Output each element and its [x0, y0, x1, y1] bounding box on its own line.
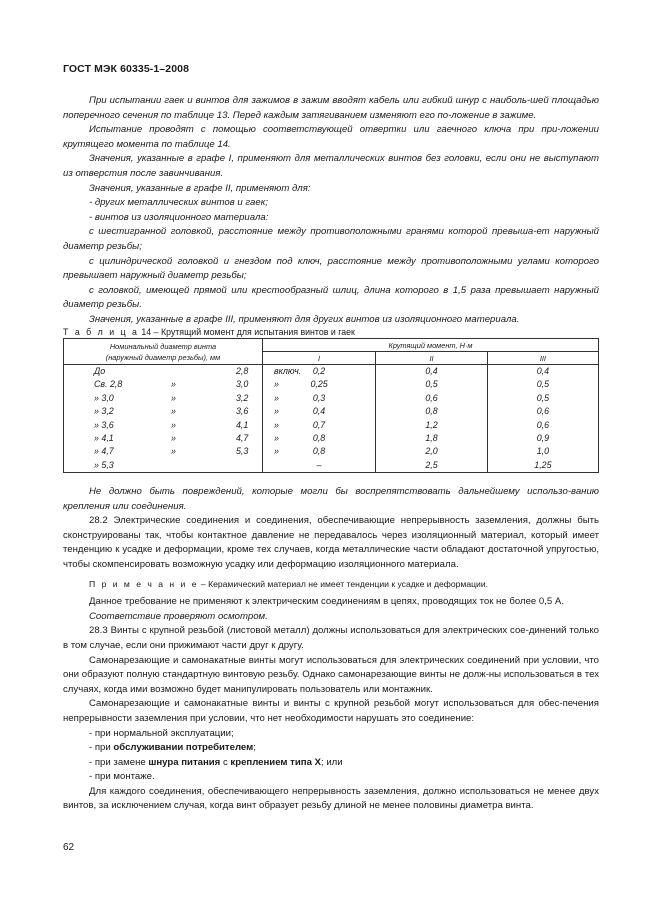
torque-value: 0,7 — [262, 419, 375, 432]
diameter-cell — [64, 459, 263, 473]
standard-header: ГОСТ МЭК 60335-1–2008 — [63, 63, 190, 75]
diameter-part: 2,8 — [236, 366, 249, 376]
list-text: с — [220, 756, 231, 768]
torque-value: 0,2 — [262, 365, 375, 379]
table-caption — [63, 327, 355, 337]
paragraph: Не должно быть повреждений, которые могли бы воспрепятствовать дальнейшему использо-ванию крепления или соединения. — [63, 486, 599, 512]
table-row — [64, 432, 599, 445]
diameter-part: » — [171, 406, 176, 417]
list-item: - винтов из изоляционного материала: — [89, 211, 269, 223]
diameter-part: » 3,0 — [94, 392, 114, 403]
table-row — [64, 459, 599, 473]
paragraph: с шестигранной головкой, расстояние между противоположными гранями которой превыша-ет наружный диаметр резьбы; — [63, 226, 599, 252]
note-label: П р и м е ч а н и е — [89, 578, 199, 589]
diameter-part: 3,0 — [236, 379, 249, 390]
diameter-part: » — [171, 419, 176, 430]
torque-value: 1,8 — [376, 432, 488, 445]
table-row — [64, 419, 599, 432]
paragraph: Значения, указанные в графе III, применяют для других винтов из изоляционного материала. — [89, 313, 520, 325]
header-torque: Крутящий момент, Н·м — [262, 339, 598, 352]
paragraph: Самонарезающие и самонакатные винты могут использоваться для электрических соединений при условии, что они образуют полную стандартную винтовую резьбу. Однако самонарезающие винты не долж-ны использоваться в тех случаях, когда ими возможно будет манипулировать пользователь или монтажник. — [63, 654, 599, 695]
torque-value: 0,5 — [487, 378, 598, 391]
table-row — [64, 445, 599, 458]
table-caption-prefix: Т а б л и ц а — [63, 327, 139, 337]
diameter-part: » — [171, 379, 176, 390]
diameter-part: » — [274, 392, 279, 403]
note — [63, 577, 599, 592]
paragraph: Самонарезающие и самонакатные винты и винты с крупной резьбой могут использоваться для обес-печения непрерывности заземления при условии, что нет необходимости нарушать это соединение: — [63, 698, 599, 724]
diameter-part: » — [171, 446, 176, 457]
diameter-part: » 3,2 — [94, 406, 114, 417]
diameter-part: Св. 2,8 — [94, 379, 123, 390]
torque-value: 1,0 — [487, 445, 598, 458]
diameter-part: » — [171, 392, 176, 403]
header-col-2: II — [376, 352, 488, 365]
torque-value: 0,9 — [487, 432, 598, 445]
torque-value: 1,2 — [376, 419, 488, 432]
diameter-part: » — [274, 433, 279, 444]
note-text: – Керамический материал не имеет тенденции к усадке и деформации. — [198, 578, 489, 589]
header-diameter-line1: Номинальный диаметр винта — [109, 341, 217, 351]
diameter-part: » 3,6 — [94, 419, 114, 430]
list-item — [63, 756, 599, 771]
paragraph: Испытание проводят с помощью соответствующей отвертки или гаечного ключа при при-ложении крутящего момента по таблице 14. — [63, 124, 599, 150]
header-col-3: III — [487, 352, 598, 365]
diameter-part: » 4,1 — [94, 433, 114, 444]
torque-value: 0,6 — [487, 405, 598, 418]
torque-value: 1,25 — [487, 459, 598, 473]
paragraph: Значения, указанные в графе I, применяют для металлических винтов без головки, если они не выступают из отверстия после завинчивания. — [63, 153, 599, 179]
torque-value: 0,6 — [487, 419, 598, 432]
header-diameter-line2: (наружный диаметр резьбы), мм — [105, 352, 221, 362]
table-row — [64, 365, 599, 379]
diameter-part: включ. — [274, 366, 302, 376]
diameter-part: » 4,7 — [94, 446, 114, 457]
torque-value: 2,5 — [376, 459, 488, 473]
list-item: - при монтаже. — [89, 771, 155, 783]
torque-value: 0,25 — [262, 378, 375, 391]
diameter-part: » — [274, 406, 279, 417]
torque-value: – — [262, 459, 375, 473]
diameter-cell — [64, 445, 279, 458]
diameter-part: » — [171, 433, 176, 444]
diameter-part: » — [274, 446, 279, 457]
list-item — [63, 741, 599, 756]
diameter-part: 3,2 — [236, 392, 249, 403]
torque-value: 0,4 — [262, 405, 375, 418]
table-caption-text: 14 – Крутящий момент для испытания винтов и гаек — [138, 327, 355, 337]
torque-value: 0,8 — [262, 432, 375, 445]
clause-28-3: 28.3 Винты с крупной резьбой (листовой металл) должны использоваться для электрических сое-динений только в том случае, если они прижимают части друг к другу. — [63, 625, 599, 651]
diameter-cell — [64, 419, 279, 432]
torque-value: 2,0 — [376, 445, 488, 458]
torque-value: 0,5 — [376, 378, 488, 391]
diameter-cell — [64, 378, 279, 391]
list-item: - при нормальной эксплуатации; — [89, 727, 234, 739]
page-number: 62 — [63, 842, 75, 853]
list-item: - других металлических винтов и гаек; — [89, 197, 268, 209]
torque-value: 0,4 — [487, 365, 598, 379]
defined-term: шнура питания — [148, 756, 221, 768]
diameter-cell — [64, 432, 279, 445]
defined-term: обслуживании потребителем — [113, 742, 254, 754]
compliance-check: Соответствие проверяют осмотром. — [89, 610, 268, 622]
diameter-part: 5,3 — [236, 446, 249, 457]
list-text: - при замене — [89, 756, 149, 768]
torque-table — [63, 338, 599, 473]
torque-value: 0,8 — [376, 405, 488, 418]
header-col-1: I — [262, 352, 375, 365]
test-procedure-text — [63, 94, 599, 328]
table-row — [64, 405, 599, 418]
table-row — [64, 378, 599, 391]
diameter-part: » 5,3 — [94, 459, 114, 470]
paragraph: Данное требование не применяют к электрическим соединениям в цепях, проводящих ток не более 0,5 А. — [89, 596, 564, 608]
torque-value: 0,5 — [487, 392, 598, 405]
list-text: ; или — [320, 756, 343, 768]
diameter-part: До — [94, 366, 106, 376]
torque-value: 0,4 — [376, 365, 488, 379]
clause-28-2: 28.2 Электрические соединения и соединения, обеспечивающие непрерывность заземления, должны быть сконструированы так, чтобы контактное давление не передавалось через изоляционный материал, который имеет тенденцию к усадке и деформации, кроме тех случаев, когда металлические части обладают достаточной упругостью, чтобы скомпенсировать возможную усадку или деформацию изоляционного материала. — [63, 515, 599, 570]
diameter-cell — [64, 405, 279, 418]
torque-value: 0,6 — [376, 392, 488, 405]
table-row — [64, 392, 599, 405]
paragraph: При испытании гаек и винтов для зажимов в зажим вводят кабель или гибкий шнур с наиболь-шей площадью поперечного сечения по таблице 13. Перед каждым затягиванием изменяют его по-ложение в зажиме. — [63, 95, 599, 121]
body-text — [63, 485, 599, 814]
diameter-cell — [64, 365, 302, 379]
torque-value: 0,3 — [262, 392, 375, 405]
diameter-part: 4,7 — [236, 433, 249, 444]
diameter-part: » — [274, 419, 279, 430]
diameter-part: 3,6 — [236, 406, 249, 417]
diameter-cell — [64, 392, 279, 405]
paragraph: Для каждого соединения, обеспечивающего непрерывность заземления, должно использоваться не менее двух винтов, за исключением случая, когда винт образует резьбу длиной не менее половины диаметра винта. — [63, 785, 599, 812]
torque-value: 0,8 — [262, 445, 375, 458]
defined-term: креплением типа Х — [230, 756, 321, 768]
header-nominal-diameter — [64, 339, 263, 365]
list-text: ; — [253, 742, 256, 754]
paragraph: с цилиндрической головкой и гнездом под ключ, расстояние между противоположными углами которого превышает наружный диаметр резьбы; — [63, 255, 599, 282]
paragraph: с головкой, имеющей прямой или крестообразный шлиц, длина которого в 1,5 раза превышает наружный диаметр резьбы. — [63, 284, 599, 311]
diameter-part: » — [274, 379, 279, 390]
diameter-part: 4,1 — [236, 419, 249, 430]
paragraph: Значения, указанные в графе II, применяют для: — [89, 182, 311, 194]
list-text: - при — [89, 742, 114, 754]
